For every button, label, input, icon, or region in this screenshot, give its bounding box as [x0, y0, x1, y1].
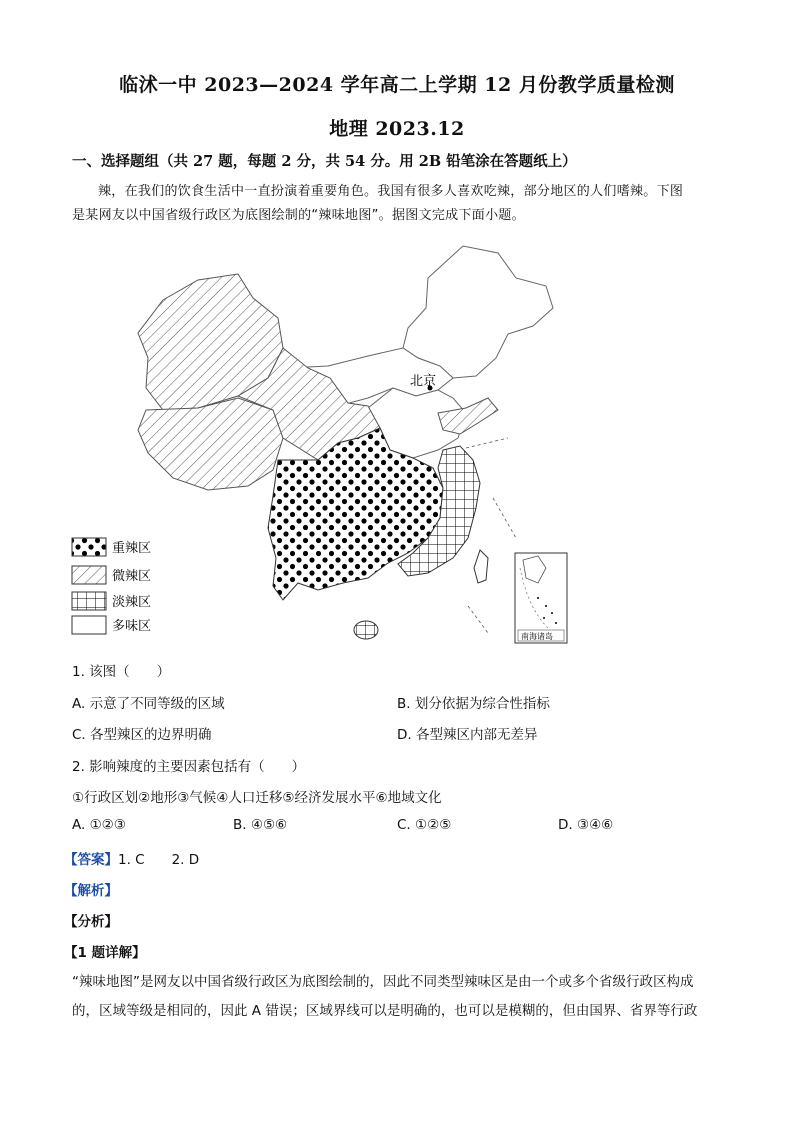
legend-light: 淡辣区 [112, 595, 152, 610]
inset-label: 南海诸岛 [521, 632, 553, 641]
south-china-sea-inset [515, 553, 567, 643]
beijing-label: 北京 [410, 374, 437, 389]
legend-multi: 多味区 [112, 619, 152, 634]
answer-text: 1. C 2. D [118, 852, 200, 868]
answer-tag: 【答案】 [64, 852, 118, 868]
region-hainan [354, 621, 378, 639]
region-tibet [138, 398, 283, 490]
intro-line-1: 辣，在我们的饮食生活中一直扮演着重要角色。我国有很多人喜欢吃辣，部分地区的人们嗜辣。下图 [98, 184, 684, 199]
region-taiwan [474, 550, 488, 583]
q2-factors: ①行政区划②地形③气候④人口迁移⑤经济发展水平⑥地域文化 [72, 790, 442, 806]
intro-paragraph [72, 180, 724, 228]
legend-heavy: 重辣区 [112, 541, 152, 556]
q1-option-a: A. 示意了不同等级的区域 [72, 696, 225, 712]
spicy-map-figure [68, 238, 568, 648]
q2-stem: 2. 影响辣度的主要因素包括有（ ） [72, 759, 306, 775]
q2-option-a: A. ①②③ [72, 817, 126, 833]
detail-line-2: 的，区域等级是相同的，因此 A 错误；区域界线可以是明确的，也可以是模糊的，但由国界、省界等行政 [72, 1003, 698, 1019]
q1-option-b: B. 划分依据为综合性指标 [397, 696, 550, 712]
intro-line-2: 是某网友以中国省级行政区为底图绘制的“辣味地图”。据图文完成下面小题。 [72, 208, 525, 223]
detail-tag: 【1 题详解】 [64, 945, 146, 961]
detail-line-1: “辣味地图”是网友以中国省级行政区为底图绘制的，因此不同类型辣味区是由一个或多个省级行政区构成 [72, 974, 694, 990]
q2-option-c: C. ①②⑤ [397, 817, 452, 833]
analysis-tag: 【解析】 [64, 883, 118, 899]
exam-title: 临沭一中 2023—2024 学年高二上学期 12 月份教学质量检测 [119, 74, 675, 96]
q1-stem: 1. 该图（ ） [72, 664, 171, 680]
q1-option-c: C. 各型辣区的边界明确 [72, 727, 212, 743]
map-legend [72, 538, 151, 634]
q2-option-d: D. ③④⑥ [558, 817, 614, 833]
q2-option-b: B. ④⑤⑥ [233, 817, 288, 833]
region-northeast [403, 246, 553, 378]
legend-mild: 微辣区 [112, 569, 152, 584]
answer-line [64, 848, 199, 868]
section-heading: 一、选择题组（共 27 题，每题 2 分，共 54 分。用 2B 铅笔涂在答题纸上） [72, 153, 577, 170]
detail-paragraph [72, 968, 724, 1026]
q1-option-d: D. 各型辣区内部无差异 [397, 727, 538, 743]
exam-subtitle: 地理 2023.12 [329, 118, 465, 140]
fenxi-tag: 【分析】 [64, 914, 118, 930]
